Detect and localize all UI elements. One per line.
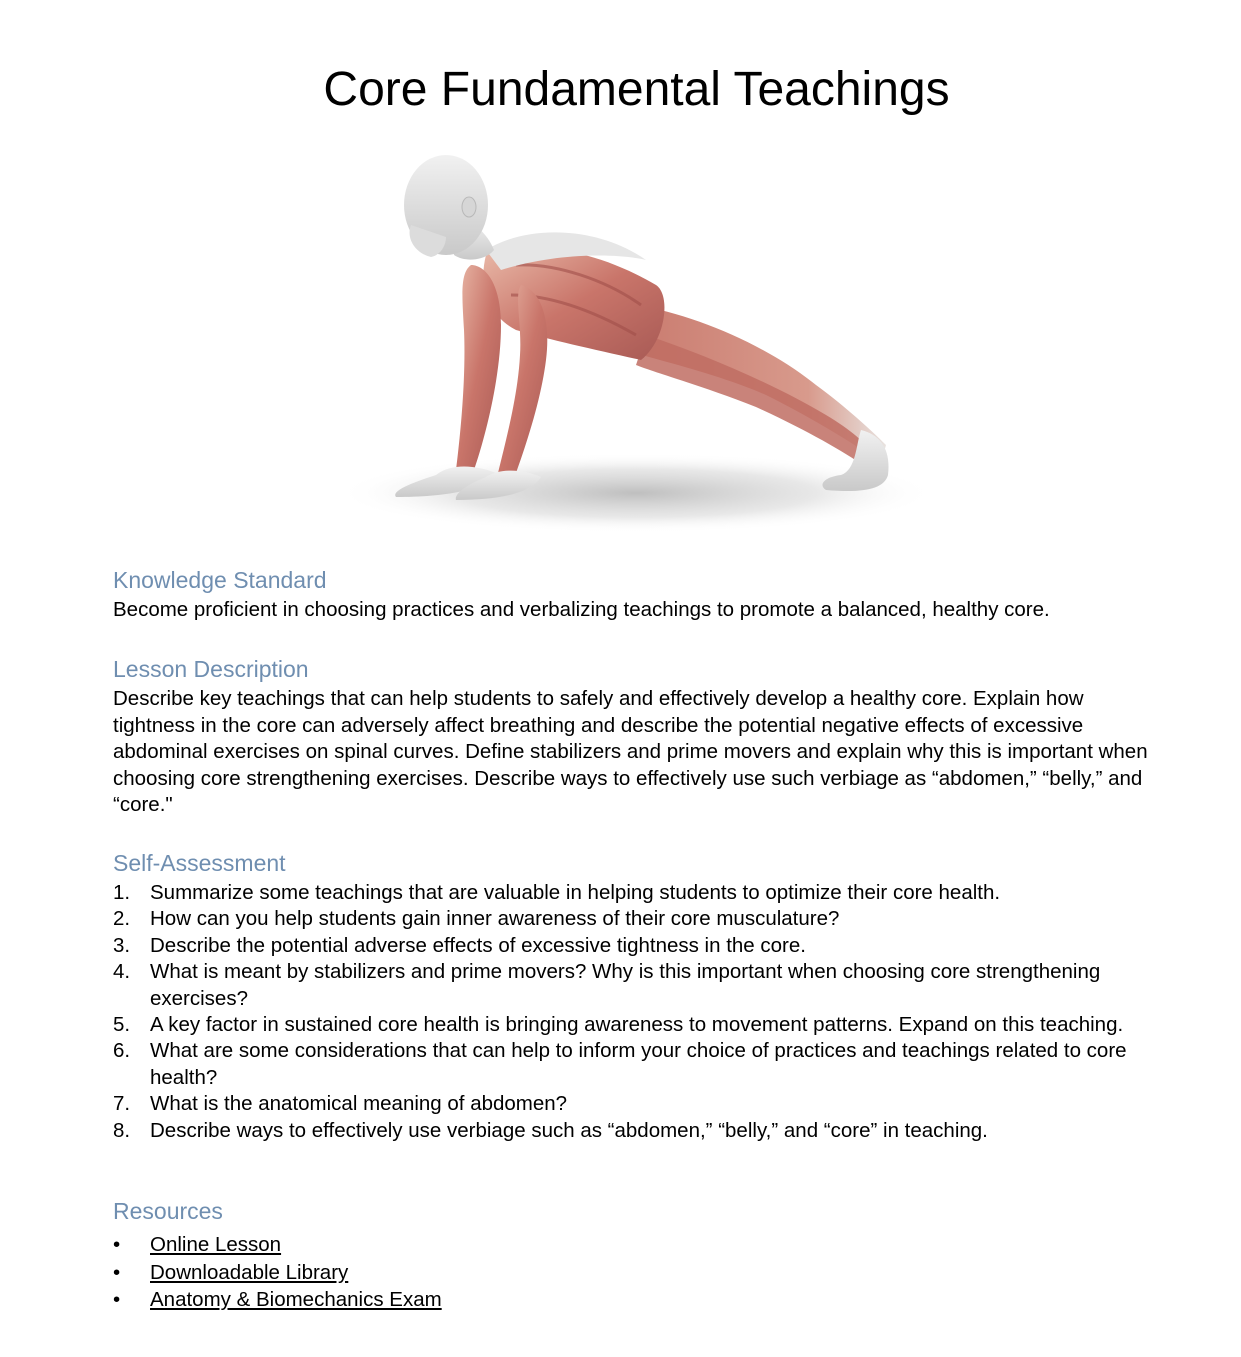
resources-section [113, 1197, 1183, 1314]
list-item: 7. What is the anatomical meaning of abdomen? [113, 1092, 568, 1116]
list-item: 1. Summarize some teachings that are valuable in helping students to optimize their core health. [113, 881, 1001, 904]
list-item: 5. A key factor in sustained core health is bringing awareness to movement patterns. Expand on this teaching. [113, 1013, 1124, 1037]
list-item: 8. Describe ways to effectively use verbiage such as “abdomen,” “belly,” and “core” in teaching. [113, 1118, 988, 1142]
list-item [113, 1231, 1183, 1259]
list-item [113, 1286, 1183, 1314]
anatomy-biomechanics-exam-link[interactable]: Anatomy & Biomechanics Exam [150, 1288, 442, 1311]
lesson-description-section [113, 655, 1163, 819]
list-item [113, 1259, 1183, 1287]
downloadable-library-link[interactable]: Downloadable Library [150, 1260, 349, 1284]
lesson-description-heading: Lesson Description [113, 656, 309, 682]
bullet-icon: • [113, 1260, 121, 1284]
self-assessment-heading: Self-Assessment [113, 850, 286, 876]
resources-heading: Resources [113, 1198, 223, 1224]
bullet-icon: • [113, 1233, 121, 1256]
list-item: 2. How can you help students gain inner awareness of their core musculature? [113, 907, 840, 931]
bullet-icon: • [113, 1288, 121, 1311]
knowledge-standard-section [113, 566, 1183, 624]
page-title: Core Fundamental Teachings [323, 63, 950, 116]
knowledge-standard-text: Become proficient in choosing practices and verbalizing teachings to promote a balanced, healthy core. [113, 598, 1050, 621]
resources-list [113, 1231, 1183, 1314]
self-assessment-section [113, 849, 1158, 1144]
online-lesson-link[interactable]: Online Lesson [150, 1233, 282, 1256]
self-assessment-list [113, 880, 1158, 1144]
list-item: 6. What are some considerations that can help to inform your choice of practices and teachings related to core health? [113, 1039, 1127, 1089]
plank-pose-anatomy-figure [336, 145, 939, 535]
lesson-description-text: Describe key teachings that can help students to safely and effectively develop a healthy core. Explain how tightness in the core can adversely affect breathing and describe the potential negative effects of excessive abdominal exercises on spinal curves. Define stabilizers and prime movers and explain why this is important when choosing core strengthening exercises. Describe ways to effectively use such verbiage as “abdomen,” “belly,” and “core." [113, 687, 1148, 816]
knowledge-standard-heading: Knowledge Standard [113, 567, 327, 593]
list-item: 3. Describe the potential adverse effects of excessive tightness in the core. [113, 933, 806, 957]
list-item: 4. What is meant by stabilizers and prime movers? Why is this important when choosing core strengthening exercises? [113, 960, 1101, 1010]
